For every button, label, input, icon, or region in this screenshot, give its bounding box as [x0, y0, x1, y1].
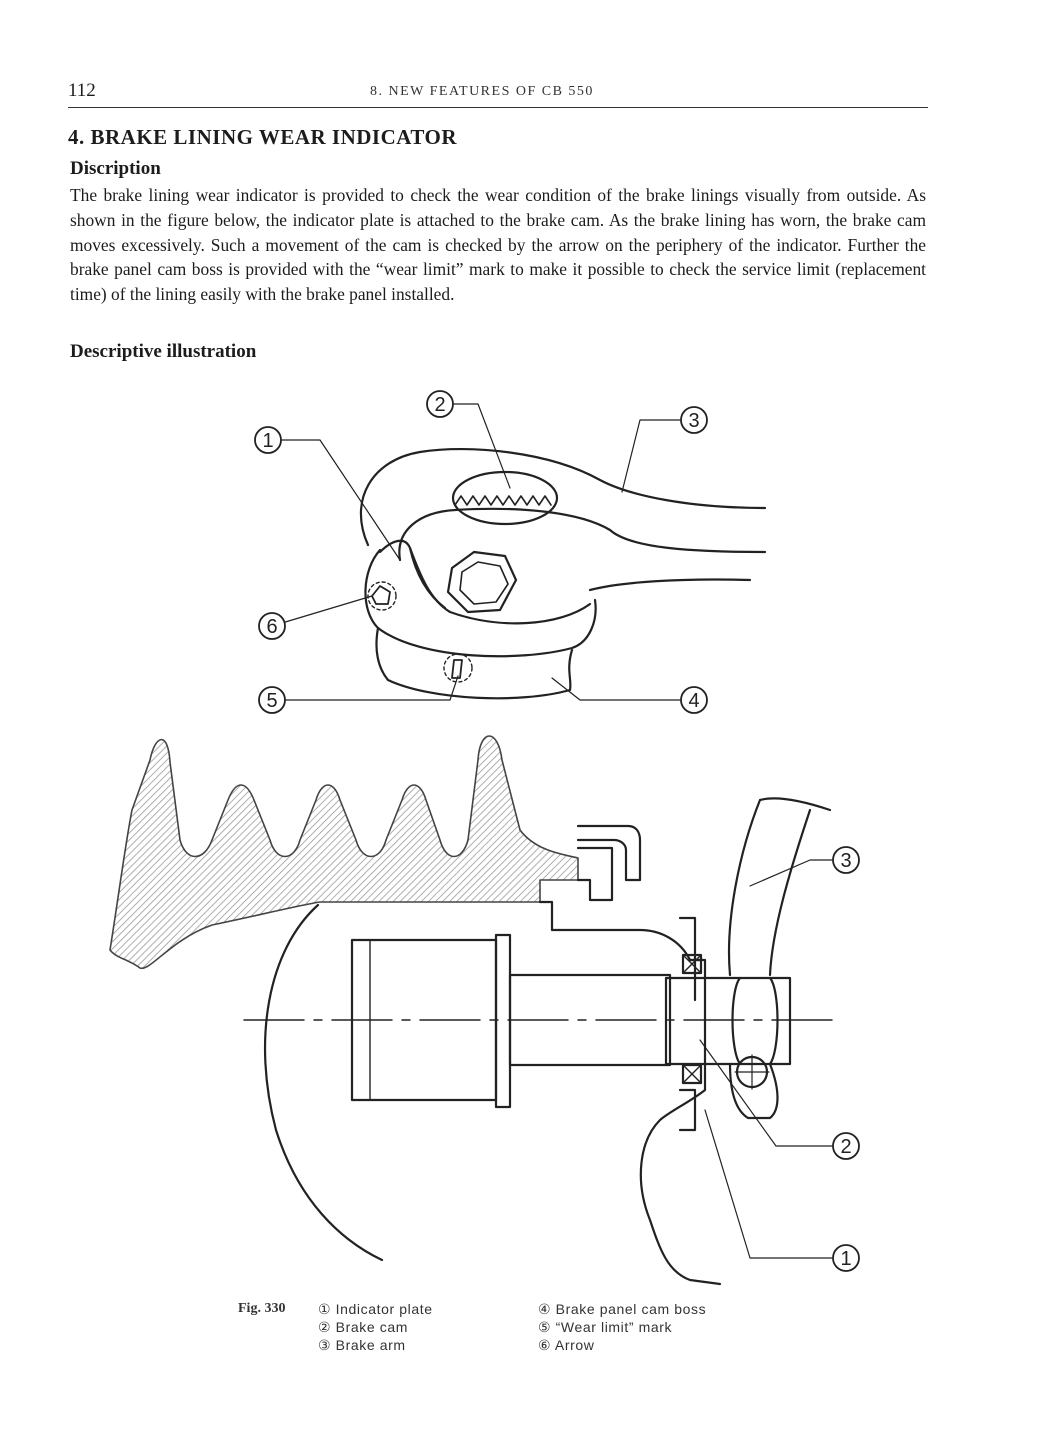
svg-text:5: 5 — [266, 690, 278, 712]
header-rule — [68, 107, 928, 108]
perspective-view — [272, 404, 765, 700]
page-number: 112 — [68, 80, 96, 101]
callout-1-top — [255, 427, 281, 453]
svg-text:2: 2 — [434, 394, 446, 416]
arrow-mark — [372, 586, 390, 604]
callout-5 — [259, 687, 285, 713]
legend-item-wear-limit-mark: ⑤ “Wear limit” mark — [538, 1319, 673, 1335]
cross-section-view — [110, 736, 836, 1284]
cam-head-perspective — [453, 472, 557, 524]
description-paragraph: The brake lining wear indicator is provided to check the wear condition of the brake linings visually from outside. As shown in the figure below, the indicator plate is attached to the brake cam. As the brake lining has worn, the brake cam moves excessively. Such a movement of the cam is checked by the arrow on the periphery of the indicator. Further the brake panel cam boss is provided with the “wear limit” mark to make it possible to check the service limit (replacement time) of the lining easily with the brake panel installed. — [70, 185, 926, 305]
svg-text:2: 2 — [840, 1136, 852, 1158]
callout-3-bottom — [833, 847, 859, 873]
running-header: 8. NEW FEATURES OF CB 550 — [370, 84, 594, 99]
svg-text:3: 3 — [688, 410, 700, 432]
wear-limit-mark — [452, 660, 462, 678]
callout-2-bottom — [833, 1133, 859, 1159]
svg-text:3: 3 — [840, 850, 852, 872]
brake-arm-perspective — [361, 449, 765, 545]
callout-6 — [259, 613, 285, 639]
section-title: 4. BRAKE LINING WEAR INDICATOR — [68, 125, 457, 149]
brake-assembly-illustration — [90, 380, 970, 1295]
svg-text:4: 4 — [688, 690, 700, 712]
legend-item-indicator-plate: ① Indicator plate — [318, 1301, 433, 1317]
legend-column-right — [538, 1300, 706, 1354]
svg-text:6: 6 — [266, 616, 278, 638]
description-heading: Discription — [70, 158, 161, 179]
illustration-heading: Descriptive illustration — [70, 341, 257, 362]
callout-2-top — [427, 391, 453, 417]
svg-text:1: 1 — [840, 1248, 852, 1270]
callout-1-bottom — [833, 1245, 859, 1271]
figure-label: Fig. 330 — [238, 1301, 286, 1316]
callout-4 — [681, 687, 707, 713]
legend-item-cam-boss: ④ Brake panel cam boss — [538, 1301, 707, 1317]
brake-arm-section — [729, 798, 830, 975]
legend-item-arrow: ⑥ Arrow — [538, 1337, 595, 1353]
callout-3-top — [681, 407, 707, 433]
legend-item-brake-cam: ② Brake cam — [318, 1319, 408, 1335]
wheel-hub-section — [110, 736, 578, 968]
legend-item-brake-arm: ③ Brake arm — [318, 1337, 406, 1353]
svg-text:1: 1 — [262, 430, 274, 452]
legend-column-left — [318, 1300, 433, 1354]
